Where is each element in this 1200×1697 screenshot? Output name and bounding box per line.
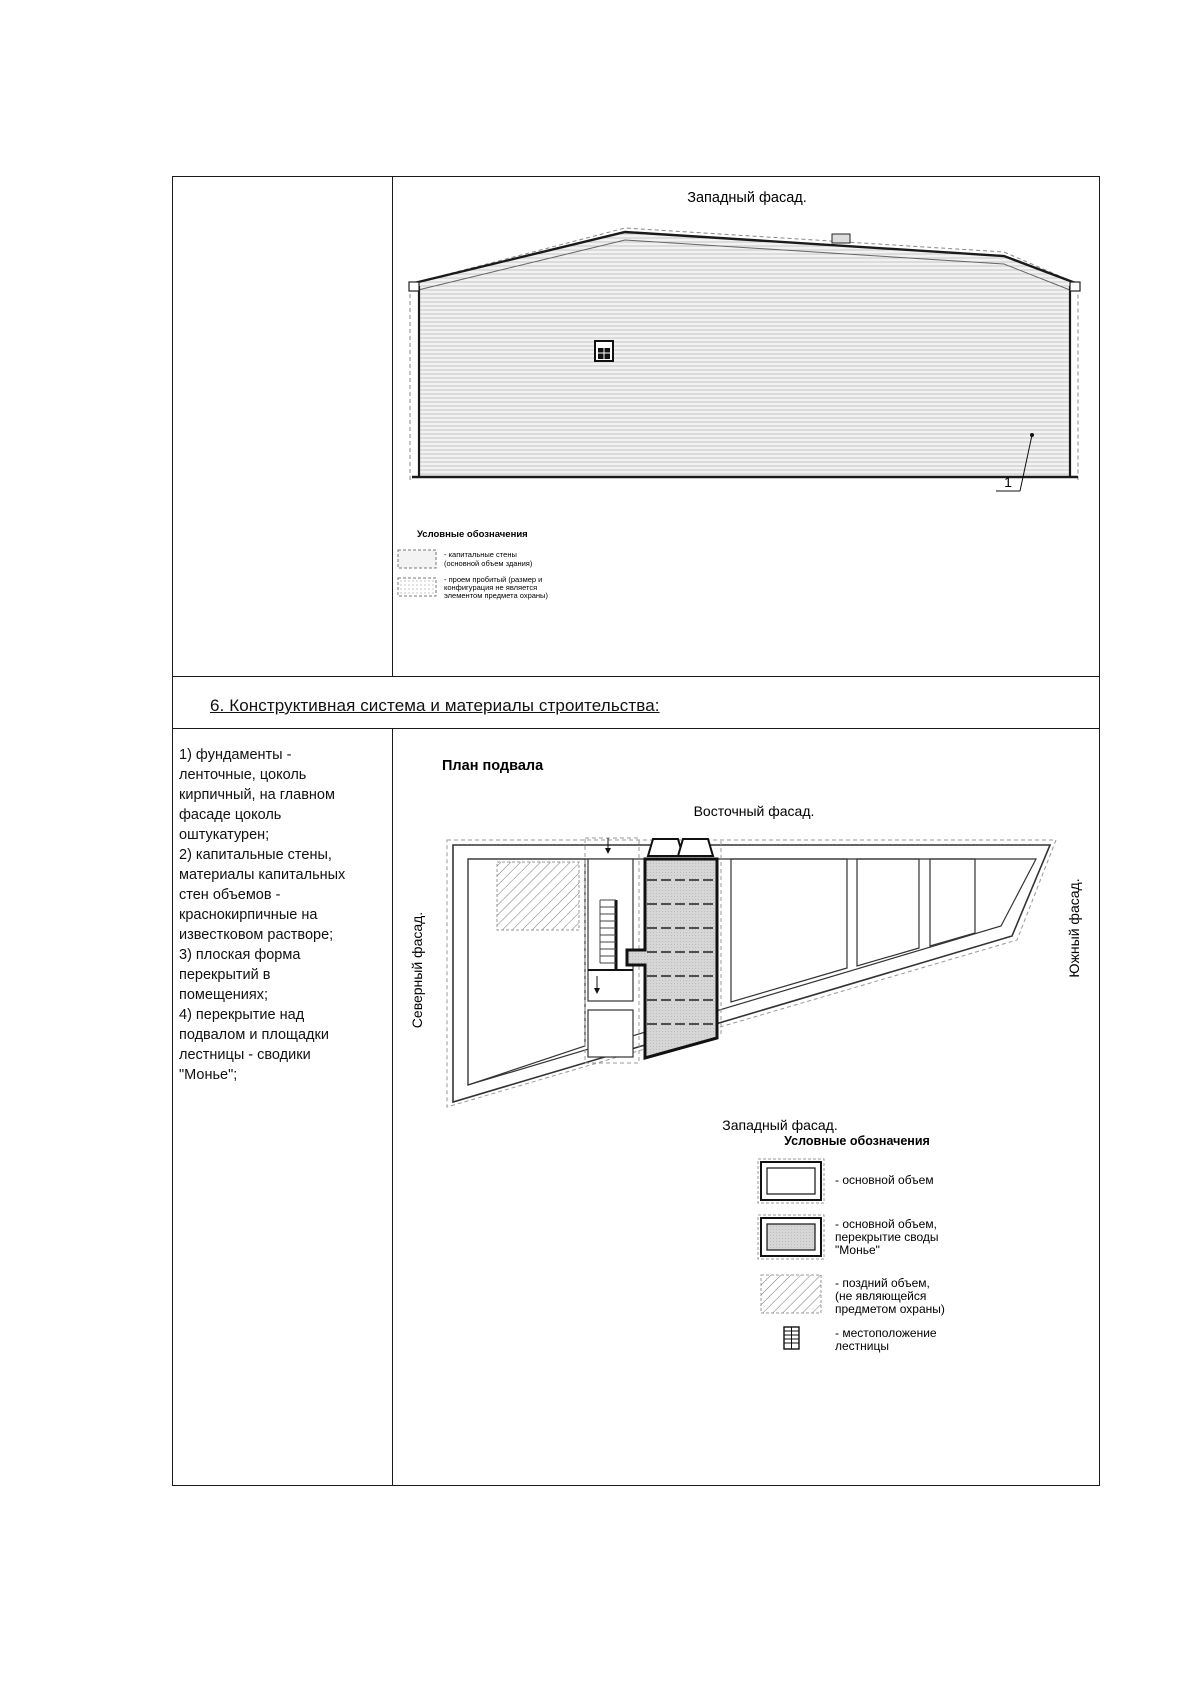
legend-swatch-late-volume bbox=[761, 1275, 821, 1313]
description-line: кирпичный, на главном bbox=[179, 787, 335, 803]
south-facade-label: Южный фасад. bbox=[1066, 878, 1082, 978]
row-divider-1 bbox=[172, 676, 1100, 677]
late-volume-room bbox=[497, 862, 579, 930]
construction-description bbox=[179, 745, 379, 1085]
description-line: 3) плоская форма bbox=[179, 947, 301, 963]
left-gutter bbox=[409, 282, 419, 291]
description-line: краснокирпичные на bbox=[179, 907, 318, 923]
stair-location-icon bbox=[784, 1327, 799, 1349]
section-heading: 6. Конструктивная система и материалы строительства: bbox=[210, 696, 660, 715]
legend-swatch-monye-volume bbox=[758, 1215, 824, 1259]
description-line: фасаде цоколь bbox=[179, 807, 282, 823]
east-facade-label: Восточный фасад. bbox=[693, 803, 815, 819]
marker-dot bbox=[1030, 433, 1034, 437]
right-gutter bbox=[1070, 282, 1080, 291]
facade-legend-item: - капитальные стены (основной объем здания) bbox=[444, 550, 533, 568]
facade-legend-item: - проем пробитый (размер и конфигурация не является элементом предмета охраны) bbox=[444, 575, 548, 600]
description-line: "Монье"; bbox=[179, 1067, 238, 1083]
description-line: 2) капитальные стены, bbox=[179, 847, 332, 863]
column-divider-bottom bbox=[392, 728, 393, 1486]
plan-legend-item: - поздний объем, (не являющейся предметом охраны) bbox=[835, 1276, 945, 1316]
light-wells bbox=[648, 839, 713, 856]
west-facade-drawing bbox=[392, 180, 1100, 610]
legend-swatch-opening bbox=[398, 578, 436, 596]
marker-number: 1 bbox=[1004, 474, 1012, 490]
description-line: помещениях; bbox=[179, 987, 269, 1003]
plan-legend-title: Условные обозначения bbox=[784, 1134, 930, 1148]
description-line: 4) перекрытие над bbox=[179, 1007, 305, 1023]
description-line: материалы капитальных bbox=[179, 867, 346, 883]
plan-legend-item: - основной объем, перекрытие своды "Монье" bbox=[835, 1217, 939, 1257]
description-line: 1) фундаменты - bbox=[179, 747, 292, 763]
description-line: оштукатурен; bbox=[179, 827, 270, 843]
description-line: перекрытий в bbox=[179, 967, 271, 983]
basement-plan-drawing bbox=[395, 740, 1100, 1480]
description-line: ленточные, цоколь bbox=[179, 767, 307, 783]
plan-legend-item: - местоположение лестницы bbox=[835, 1326, 937, 1353]
west-facade-label: Западный фасад. bbox=[722, 1117, 838, 1133]
description-line: известковом растворе; bbox=[179, 927, 334, 943]
plan-title: План подвала bbox=[442, 758, 544, 774]
description-line: лестницы - сводики bbox=[179, 1047, 311, 1063]
facade-legend-title: Условные обозначения bbox=[417, 529, 528, 540]
facade-window bbox=[595, 341, 613, 361]
facade-title: Западный фасад. bbox=[687, 190, 807, 206]
north-facade-label: Северный фасад. bbox=[409, 911, 425, 1029]
description-line: стен объемов - bbox=[179, 887, 281, 903]
legend-swatch-main-volume bbox=[758, 1159, 824, 1203]
legend-swatch-capital-walls bbox=[398, 550, 436, 568]
facade-wall bbox=[418, 232, 1070, 477]
plan-legend-item: - основной объем bbox=[835, 1173, 934, 1187]
description-line: подвалом и площадки bbox=[179, 1027, 329, 1043]
row-divider-2 bbox=[172, 728, 1100, 729]
chimney bbox=[832, 234, 850, 243]
